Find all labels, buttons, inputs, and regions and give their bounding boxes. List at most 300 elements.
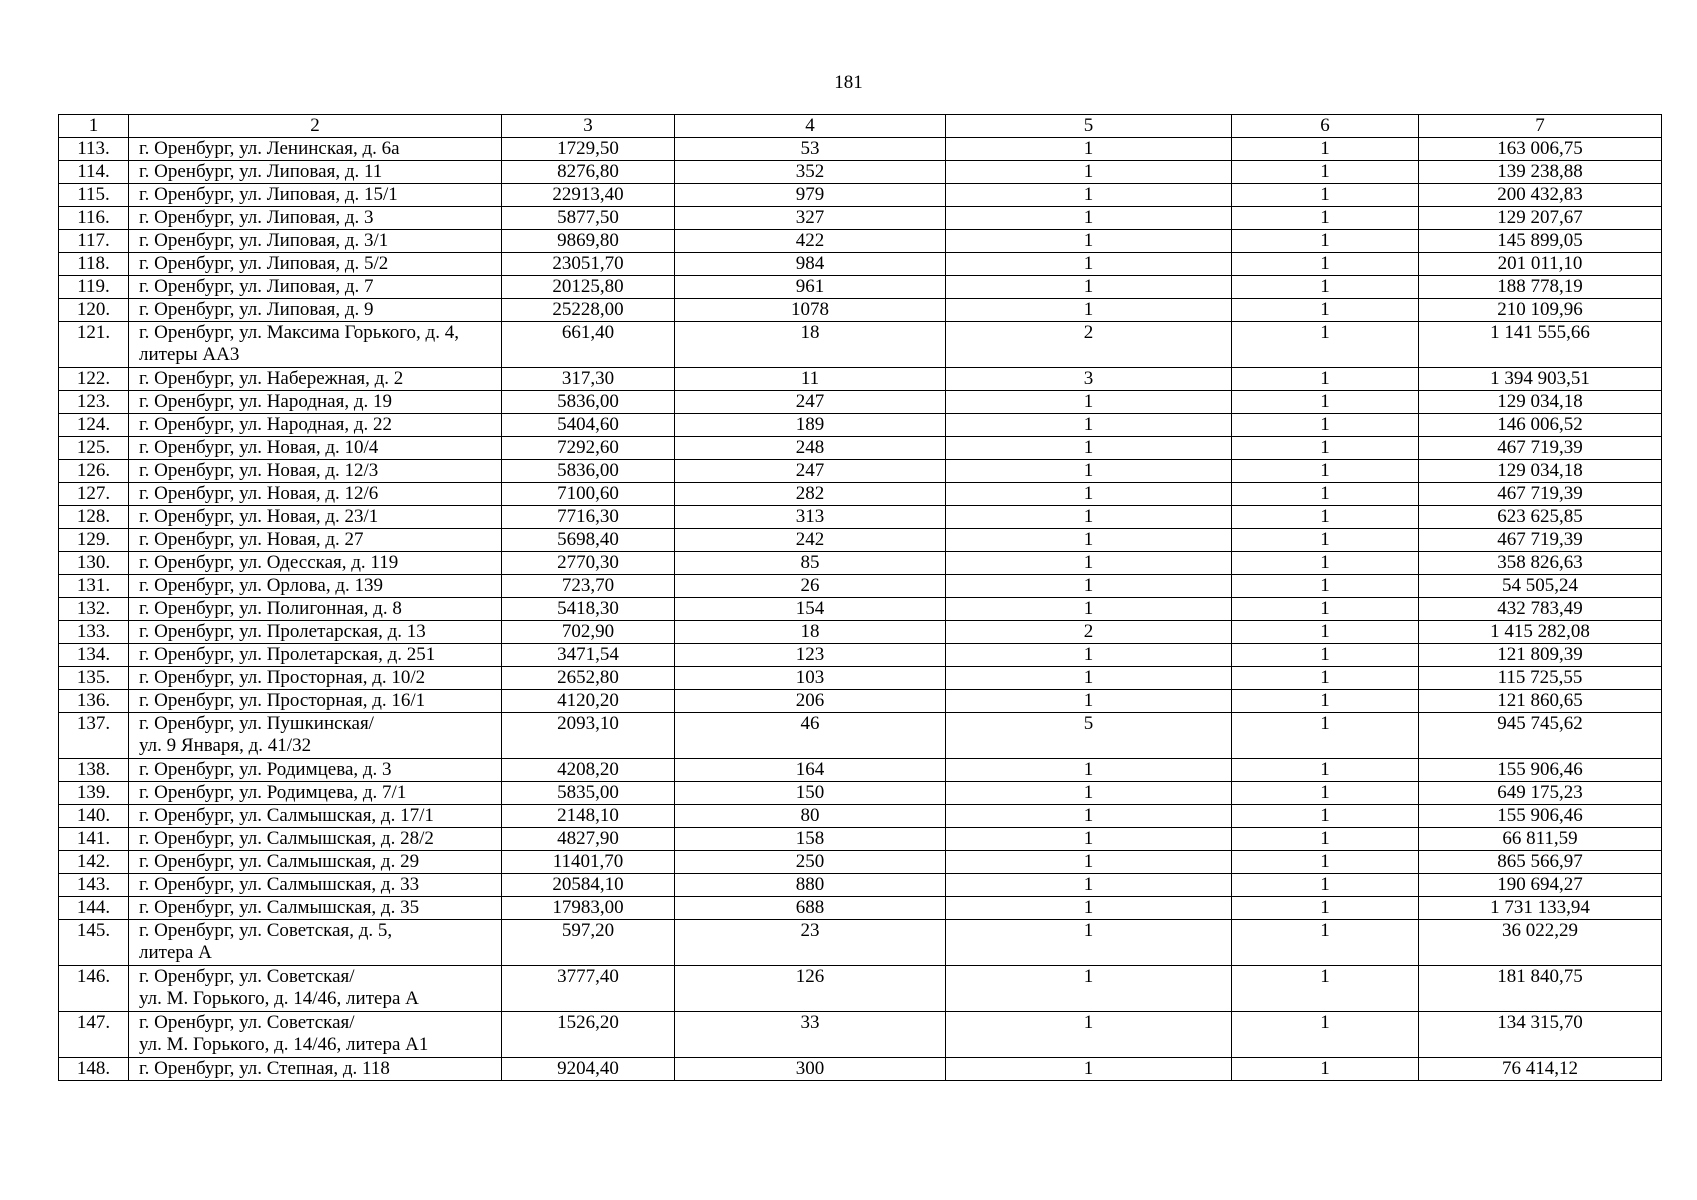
header-cell: 3 bbox=[502, 115, 675, 138]
amount-cell: 155 906,46 bbox=[1419, 805, 1662, 828]
amount-cell: 467 719,39 bbox=[1419, 483, 1662, 506]
col4-cell: 282 bbox=[675, 483, 946, 506]
address-line: ул. М. Горького, д. 14/46, литера А bbox=[139, 988, 419, 1009]
col5-cell: 1 bbox=[946, 644, 1232, 667]
address-line: г. Оренбург, ул. Степная, д. 118 bbox=[139, 1058, 390, 1079]
col5-cell: 1 bbox=[946, 207, 1232, 230]
col6-cell: 1 bbox=[1232, 782, 1419, 805]
row-number-cell: 129. bbox=[59, 529, 129, 552]
col4-cell: 313 bbox=[675, 506, 946, 529]
table-row bbox=[59, 828, 1662, 851]
col4-cell: 126 bbox=[675, 966, 946, 1012]
address-cell bbox=[129, 667, 502, 690]
address-line: г. Оренбург, ул. Пролетарская, д. 251 bbox=[139, 644, 436, 665]
col4-cell: 33 bbox=[675, 1012, 946, 1058]
table-row bbox=[59, 690, 1662, 713]
amount-cell: 210 109,96 bbox=[1419, 299, 1662, 322]
col5-cell: 5 bbox=[946, 713, 1232, 759]
col6-cell: 1 bbox=[1232, 161, 1419, 184]
col6-cell: 1 bbox=[1232, 851, 1419, 874]
area-cell: 5404,60 bbox=[502, 414, 675, 437]
address-cell bbox=[129, 897, 502, 920]
row-number-cell: 135. bbox=[59, 667, 129, 690]
area-cell: 1526,20 bbox=[502, 1012, 675, 1058]
area-cell: 317,30 bbox=[502, 368, 675, 391]
page-number: 181 bbox=[834, 72, 863, 93]
row-number-cell: 118. bbox=[59, 253, 129, 276]
col6-cell: 1 bbox=[1232, 966, 1419, 1012]
row-number-cell: 121. bbox=[59, 322, 129, 368]
table-row bbox=[59, 506, 1662, 529]
col5-cell: 1 bbox=[946, 966, 1232, 1012]
address-cell bbox=[129, 828, 502, 851]
row-number-cell: 128. bbox=[59, 506, 129, 529]
address-line: г. Оренбург, ул. Липовая, д. 11 bbox=[139, 161, 383, 182]
table-row bbox=[59, 966, 1662, 1012]
col4-cell: 688 bbox=[675, 897, 946, 920]
table-row bbox=[59, 391, 1662, 414]
col6-cell: 1 bbox=[1232, 230, 1419, 253]
address-cell bbox=[129, 920, 502, 966]
col6-cell: 1 bbox=[1232, 437, 1419, 460]
table-row bbox=[59, 897, 1662, 920]
amount-cell: 1 141 555,66 bbox=[1419, 322, 1662, 368]
area-cell: 17983,00 bbox=[502, 897, 675, 920]
area-cell: 9204,40 bbox=[502, 1058, 675, 1081]
address-line: г. Оренбург, ул. Липовая, д. 9 bbox=[139, 299, 374, 320]
col5-cell: 1 bbox=[946, 575, 1232, 598]
address-cell bbox=[129, 506, 502, 529]
address-cell bbox=[129, 253, 502, 276]
address-line: г. Оренбург, ул. Липовая, д. 3 bbox=[139, 207, 374, 228]
address-cell bbox=[129, 713, 502, 759]
table-row bbox=[59, 1058, 1662, 1081]
col6-cell: 1 bbox=[1232, 391, 1419, 414]
address-line: г. Оренбург, ул. Ленинская, д. 6а bbox=[139, 138, 400, 159]
amount-cell: 129 034,18 bbox=[1419, 391, 1662, 414]
table-row bbox=[59, 874, 1662, 897]
row-number-cell: 132. bbox=[59, 598, 129, 621]
col6-cell: 1 bbox=[1232, 207, 1419, 230]
col4-cell: 247 bbox=[675, 460, 946, 483]
amount-cell: 139 238,88 bbox=[1419, 161, 1662, 184]
col4-cell: 327 bbox=[675, 207, 946, 230]
area-cell: 7292,60 bbox=[502, 437, 675, 460]
col5-cell: 1 bbox=[946, 552, 1232, 575]
col5-cell: 2 bbox=[946, 621, 1232, 644]
table-row bbox=[59, 161, 1662, 184]
col4-cell: 248 bbox=[675, 437, 946, 460]
col4-cell: 1078 bbox=[675, 299, 946, 322]
address-line: литеры АА3 bbox=[139, 344, 240, 365]
table-row bbox=[59, 644, 1662, 667]
address-line: г. Оренбург, ул. Салмышская, д. 17/1 bbox=[139, 805, 434, 826]
area-cell: 8276,80 bbox=[502, 161, 675, 184]
amount-cell: 201 011,10 bbox=[1419, 253, 1662, 276]
address-line: г. Оренбург, ул. Просторная, д. 16/1 bbox=[139, 690, 426, 711]
amount-cell: 200 432,83 bbox=[1419, 184, 1662, 207]
area-cell: 2093,10 bbox=[502, 713, 675, 759]
col5-cell: 1 bbox=[946, 184, 1232, 207]
area-cell: 25228,00 bbox=[502, 299, 675, 322]
area-cell: 5418,30 bbox=[502, 598, 675, 621]
area-cell: 2148,10 bbox=[502, 805, 675, 828]
col4-cell: 103 bbox=[675, 667, 946, 690]
row-number-cell: 142. bbox=[59, 851, 129, 874]
row-number-cell: 137. bbox=[59, 713, 129, 759]
address-cell bbox=[129, 759, 502, 782]
table-row bbox=[59, 759, 1662, 782]
table-row bbox=[59, 851, 1662, 874]
row-number-cell: 127. bbox=[59, 483, 129, 506]
amount-cell: 121 860,65 bbox=[1419, 690, 1662, 713]
amount-cell: 66 811,59 bbox=[1419, 828, 1662, 851]
table-row bbox=[59, 276, 1662, 299]
address-line: г. Оренбург, ул. Максима Горького, д. 4, bbox=[139, 322, 459, 343]
address-line: г. Оренбург, ул. Салмышская, д. 35 bbox=[139, 897, 420, 918]
col4-cell: 53 bbox=[675, 138, 946, 161]
table-row bbox=[59, 414, 1662, 437]
area-cell: 5836,00 bbox=[502, 460, 675, 483]
amount-cell: 945 745,62 bbox=[1419, 713, 1662, 759]
table-row bbox=[59, 920, 1662, 966]
row-number-cell: 130. bbox=[59, 552, 129, 575]
col5-cell: 1 bbox=[946, 874, 1232, 897]
table-row bbox=[59, 552, 1662, 575]
col4-cell: 154 bbox=[675, 598, 946, 621]
col5-cell: 1 bbox=[946, 483, 1232, 506]
col5-cell: 1 bbox=[946, 782, 1232, 805]
address-cell bbox=[129, 529, 502, 552]
col4-cell: 150 bbox=[675, 782, 946, 805]
col6-cell: 1 bbox=[1232, 598, 1419, 621]
address-cell bbox=[129, 322, 502, 368]
amount-cell: 181 840,75 bbox=[1419, 966, 1662, 1012]
address-cell bbox=[129, 437, 502, 460]
address-line: г. Оренбург, ул. Просторная, д. 10/2 bbox=[139, 667, 426, 688]
area-cell: 23051,70 bbox=[502, 253, 675, 276]
table-row bbox=[59, 437, 1662, 460]
address-line: г. Оренбург, ул. Пушкинская/ bbox=[139, 713, 374, 734]
table-row bbox=[59, 667, 1662, 690]
col6-cell: 1 bbox=[1232, 920, 1419, 966]
area-cell: 2770,30 bbox=[502, 552, 675, 575]
table-row bbox=[59, 138, 1662, 161]
address-line: г. Оренбург, ул. Пролетарская, д. 13 bbox=[139, 621, 426, 642]
area-cell: 20125,80 bbox=[502, 276, 675, 299]
col4-cell: 189 bbox=[675, 414, 946, 437]
col6-cell: 1 bbox=[1232, 805, 1419, 828]
header-cell: 4 bbox=[675, 115, 946, 138]
col5-cell: 1 bbox=[946, 391, 1232, 414]
col4-cell: 247 bbox=[675, 391, 946, 414]
area-cell: 5877,50 bbox=[502, 207, 675, 230]
col4-cell: 352 bbox=[675, 161, 946, 184]
row-number-cell: 141. bbox=[59, 828, 129, 851]
col6-cell: 1 bbox=[1232, 897, 1419, 920]
area-cell: 5835,00 bbox=[502, 782, 675, 805]
address-line: г. Оренбург, ул. Липовая, д. 15/1 bbox=[139, 184, 398, 205]
address-cell bbox=[129, 414, 502, 437]
col5-cell: 1 bbox=[946, 161, 1232, 184]
header-cell: 2 bbox=[129, 115, 502, 138]
area-cell: 1729,50 bbox=[502, 138, 675, 161]
table-row bbox=[59, 782, 1662, 805]
amount-cell: 115 725,55 bbox=[1419, 667, 1662, 690]
col6-cell: 1 bbox=[1232, 276, 1419, 299]
table-row bbox=[59, 230, 1662, 253]
address-line: г. Оренбург, ул. Новая, д. 27 bbox=[139, 529, 364, 550]
col4-cell: 250 bbox=[675, 851, 946, 874]
table-row bbox=[59, 368, 1662, 391]
address-line: г. Оренбург, ул. Родимцева, д. 7/1 bbox=[139, 782, 407, 803]
col5-cell: 1 bbox=[946, 759, 1232, 782]
address-line: г. Оренбург, ул. Салмышская, д. 33 bbox=[139, 874, 420, 895]
address-cell bbox=[129, 552, 502, 575]
address-cell bbox=[129, 874, 502, 897]
col6-cell: 1 bbox=[1232, 690, 1419, 713]
row-number-cell: 125. bbox=[59, 437, 129, 460]
table-row bbox=[59, 460, 1662, 483]
table-row bbox=[59, 322, 1662, 368]
address-line: г. Оренбург, ул. Орлова, д. 139 bbox=[139, 575, 383, 596]
address-line: г. Оренбург, ул. Полигонная, д. 8 bbox=[139, 598, 402, 619]
address-cell bbox=[129, 368, 502, 391]
row-number-cell: 119. bbox=[59, 276, 129, 299]
row-number-cell: 134. bbox=[59, 644, 129, 667]
area-cell: 9869,80 bbox=[502, 230, 675, 253]
col4-cell: 80 bbox=[675, 805, 946, 828]
area-cell: 4827,90 bbox=[502, 828, 675, 851]
amount-cell: 467 719,39 bbox=[1419, 529, 1662, 552]
address-line: г. Оренбург, ул. Народная, д. 22 bbox=[139, 414, 392, 435]
col5-cell: 1 bbox=[946, 667, 1232, 690]
row-number-cell: 136. bbox=[59, 690, 129, 713]
row-number-cell: 124. bbox=[59, 414, 129, 437]
row-number-cell: 131. bbox=[59, 575, 129, 598]
header-cell: 6 bbox=[1232, 115, 1419, 138]
col4-cell: 123 bbox=[675, 644, 946, 667]
address-line: ул. 9 Января, д. 41/32 bbox=[139, 735, 312, 756]
address-line: ул. М. Горького, д. 14/46, литера А1 bbox=[139, 1034, 429, 1055]
address-line: г. Оренбург, ул. Советская/ bbox=[139, 966, 355, 987]
amount-cell: 76 414,12 bbox=[1419, 1058, 1662, 1081]
amount-cell: 129 207,67 bbox=[1419, 207, 1662, 230]
area-cell: 702,90 bbox=[502, 621, 675, 644]
col6-cell: 1 bbox=[1232, 529, 1419, 552]
address-cell bbox=[129, 184, 502, 207]
col4-cell: 206 bbox=[675, 690, 946, 713]
col5-cell: 1 bbox=[946, 414, 1232, 437]
amount-cell: 129 034,18 bbox=[1419, 460, 1662, 483]
table-row bbox=[59, 598, 1662, 621]
col5-cell: 1 bbox=[946, 529, 1232, 552]
col5-cell: 1 bbox=[946, 138, 1232, 161]
address-cell bbox=[129, 598, 502, 621]
area-cell: 2652,80 bbox=[502, 667, 675, 690]
col6-cell: 1 bbox=[1232, 138, 1419, 161]
col5-cell: 1 bbox=[946, 299, 1232, 322]
address-cell bbox=[129, 460, 502, 483]
col5-cell: 1 bbox=[946, 506, 1232, 529]
address-line: г. Оренбург, ул. Народная, д. 19 bbox=[139, 391, 392, 412]
row-number-cell: 126. bbox=[59, 460, 129, 483]
table-row bbox=[59, 529, 1662, 552]
col5-cell: 1 bbox=[946, 1058, 1232, 1081]
col5-cell: 1 bbox=[946, 805, 1232, 828]
amount-cell: 358 826,63 bbox=[1419, 552, 1662, 575]
table-body bbox=[59, 115, 1662, 1081]
col5-cell: 1 bbox=[946, 598, 1232, 621]
row-number-cell: 122. bbox=[59, 368, 129, 391]
address-cell bbox=[129, 230, 502, 253]
col6-cell: 1 bbox=[1232, 299, 1419, 322]
address-cell bbox=[129, 1012, 502, 1058]
table-row bbox=[59, 184, 1662, 207]
address-line: г. Оренбург, ул. Новая, д. 12/3 bbox=[139, 460, 379, 481]
address-line: г. Оренбург, ул. Новая, д. 23/1 bbox=[139, 506, 379, 527]
col4-cell: 422 bbox=[675, 230, 946, 253]
table-row bbox=[59, 621, 1662, 644]
col6-cell: 1 bbox=[1232, 575, 1419, 598]
amount-cell: 145 899,05 bbox=[1419, 230, 1662, 253]
col5-cell: 1 bbox=[946, 230, 1232, 253]
area-cell: 5836,00 bbox=[502, 391, 675, 414]
area-cell: 11401,70 bbox=[502, 851, 675, 874]
amount-cell: 121 809,39 bbox=[1419, 644, 1662, 667]
amount-cell: 1 394 903,51 bbox=[1419, 368, 1662, 391]
col4-cell: 300 bbox=[675, 1058, 946, 1081]
address-cell bbox=[129, 966, 502, 1012]
address-cell bbox=[129, 391, 502, 414]
data-table bbox=[58, 114, 1662, 1081]
amount-cell: 134 315,70 bbox=[1419, 1012, 1662, 1058]
amount-cell: 432 783,49 bbox=[1419, 598, 1662, 621]
col5-cell: 1 bbox=[946, 690, 1232, 713]
col6-cell: 1 bbox=[1232, 713, 1419, 759]
col4-cell: 164 bbox=[675, 759, 946, 782]
row-number-cell: 115. bbox=[59, 184, 129, 207]
address-line: г. Оренбург, ул. Салмышская, д. 29 bbox=[139, 851, 420, 872]
col5-cell: 2 bbox=[946, 322, 1232, 368]
row-number-cell: 133. bbox=[59, 621, 129, 644]
address-line: г. Оренбург, ул. Родимцева, д. 3 bbox=[139, 759, 392, 780]
address-line: г. Оренбург, ул. Советская, д. 5, bbox=[139, 920, 393, 941]
amount-cell: 649 175,23 bbox=[1419, 782, 1662, 805]
col4-cell: 18 bbox=[675, 322, 946, 368]
row-number-cell: 138. bbox=[59, 759, 129, 782]
col5-cell: 3 bbox=[946, 368, 1232, 391]
row-number-cell: 146. bbox=[59, 966, 129, 1012]
col6-cell: 1 bbox=[1232, 368, 1419, 391]
row-number-cell: 116. bbox=[59, 207, 129, 230]
col6-cell: 1 bbox=[1232, 184, 1419, 207]
area-cell: 3777,40 bbox=[502, 966, 675, 1012]
col6-cell: 1 bbox=[1232, 644, 1419, 667]
amount-cell: 467 719,39 bbox=[1419, 437, 1662, 460]
address-cell bbox=[129, 138, 502, 161]
address-cell bbox=[129, 161, 502, 184]
amount-cell: 1 731 133,94 bbox=[1419, 897, 1662, 920]
row-number-cell: 113. bbox=[59, 138, 129, 161]
col6-cell: 1 bbox=[1232, 460, 1419, 483]
col6-cell: 1 bbox=[1232, 414, 1419, 437]
area-cell: 7716,30 bbox=[502, 506, 675, 529]
col6-cell: 1 bbox=[1232, 1058, 1419, 1081]
address-line: г. Оренбург, ул. Липовая, д. 5/2 bbox=[139, 253, 389, 274]
col5-cell: 1 bbox=[946, 437, 1232, 460]
col6-cell: 1 bbox=[1232, 552, 1419, 575]
col6-cell: 1 bbox=[1232, 828, 1419, 851]
address-cell bbox=[129, 207, 502, 230]
area-cell: 723,70 bbox=[502, 575, 675, 598]
amount-cell: 54 505,24 bbox=[1419, 575, 1662, 598]
area-cell: 22913,40 bbox=[502, 184, 675, 207]
amount-cell: 36 022,29 bbox=[1419, 920, 1662, 966]
col4-cell: 26 bbox=[675, 575, 946, 598]
address-cell bbox=[129, 782, 502, 805]
col4-cell: 46 bbox=[675, 713, 946, 759]
amount-cell: 623 625,85 bbox=[1419, 506, 1662, 529]
col4-cell: 23 bbox=[675, 920, 946, 966]
amount-cell: 865 566,97 bbox=[1419, 851, 1662, 874]
col5-cell: 1 bbox=[946, 851, 1232, 874]
area-cell: 4120,20 bbox=[502, 690, 675, 713]
address-cell bbox=[129, 276, 502, 299]
row-number-cell: 139. bbox=[59, 782, 129, 805]
address-cell bbox=[129, 851, 502, 874]
amount-cell: 190 694,27 bbox=[1419, 874, 1662, 897]
col5-cell: 1 bbox=[946, 276, 1232, 299]
address-line: г. Оренбург, ул. Салмышская, д. 28/2 bbox=[139, 828, 434, 849]
col6-cell: 1 bbox=[1232, 621, 1419, 644]
amount-cell: 146 006,52 bbox=[1419, 414, 1662, 437]
address-line: г. Оренбург, ул. Новая, д. 12/6 bbox=[139, 483, 379, 504]
table-row bbox=[59, 575, 1662, 598]
address-line: г. Оренбург, ул. Набережная, д. 2 bbox=[139, 368, 404, 389]
address-cell bbox=[129, 483, 502, 506]
row-number-cell: 143. bbox=[59, 874, 129, 897]
col4-cell: 984 bbox=[675, 253, 946, 276]
area-cell: 20584,10 bbox=[502, 874, 675, 897]
area-cell: 661,40 bbox=[502, 322, 675, 368]
col6-cell: 1 bbox=[1232, 483, 1419, 506]
row-number-cell: 140. bbox=[59, 805, 129, 828]
address-cell bbox=[129, 690, 502, 713]
col5-cell: 1 bbox=[946, 897, 1232, 920]
area-cell: 7100,60 bbox=[502, 483, 675, 506]
col6-cell: 1 bbox=[1232, 506, 1419, 529]
table-row bbox=[59, 805, 1662, 828]
col4-cell: 158 bbox=[675, 828, 946, 851]
address-cell bbox=[129, 299, 502, 322]
col4-cell: 979 bbox=[675, 184, 946, 207]
col5-cell: 1 bbox=[946, 253, 1232, 276]
row-number-cell: 120. bbox=[59, 299, 129, 322]
area-cell: 4208,20 bbox=[502, 759, 675, 782]
address-cell bbox=[129, 621, 502, 644]
address-line: г. Оренбург, ул. Новая, д. 10/4 bbox=[139, 437, 379, 458]
table-row bbox=[59, 1012, 1662, 1058]
col5-cell: 1 bbox=[946, 920, 1232, 966]
table-row bbox=[59, 713, 1662, 759]
col6-cell: 1 bbox=[1232, 322, 1419, 368]
row-number-cell: 123. bbox=[59, 391, 129, 414]
area-cell: 3471,54 bbox=[502, 644, 675, 667]
table-row bbox=[59, 253, 1662, 276]
address-line: г. Оренбург, ул. Одесская, д. 119 bbox=[139, 552, 399, 573]
table-header-row bbox=[59, 115, 1662, 138]
